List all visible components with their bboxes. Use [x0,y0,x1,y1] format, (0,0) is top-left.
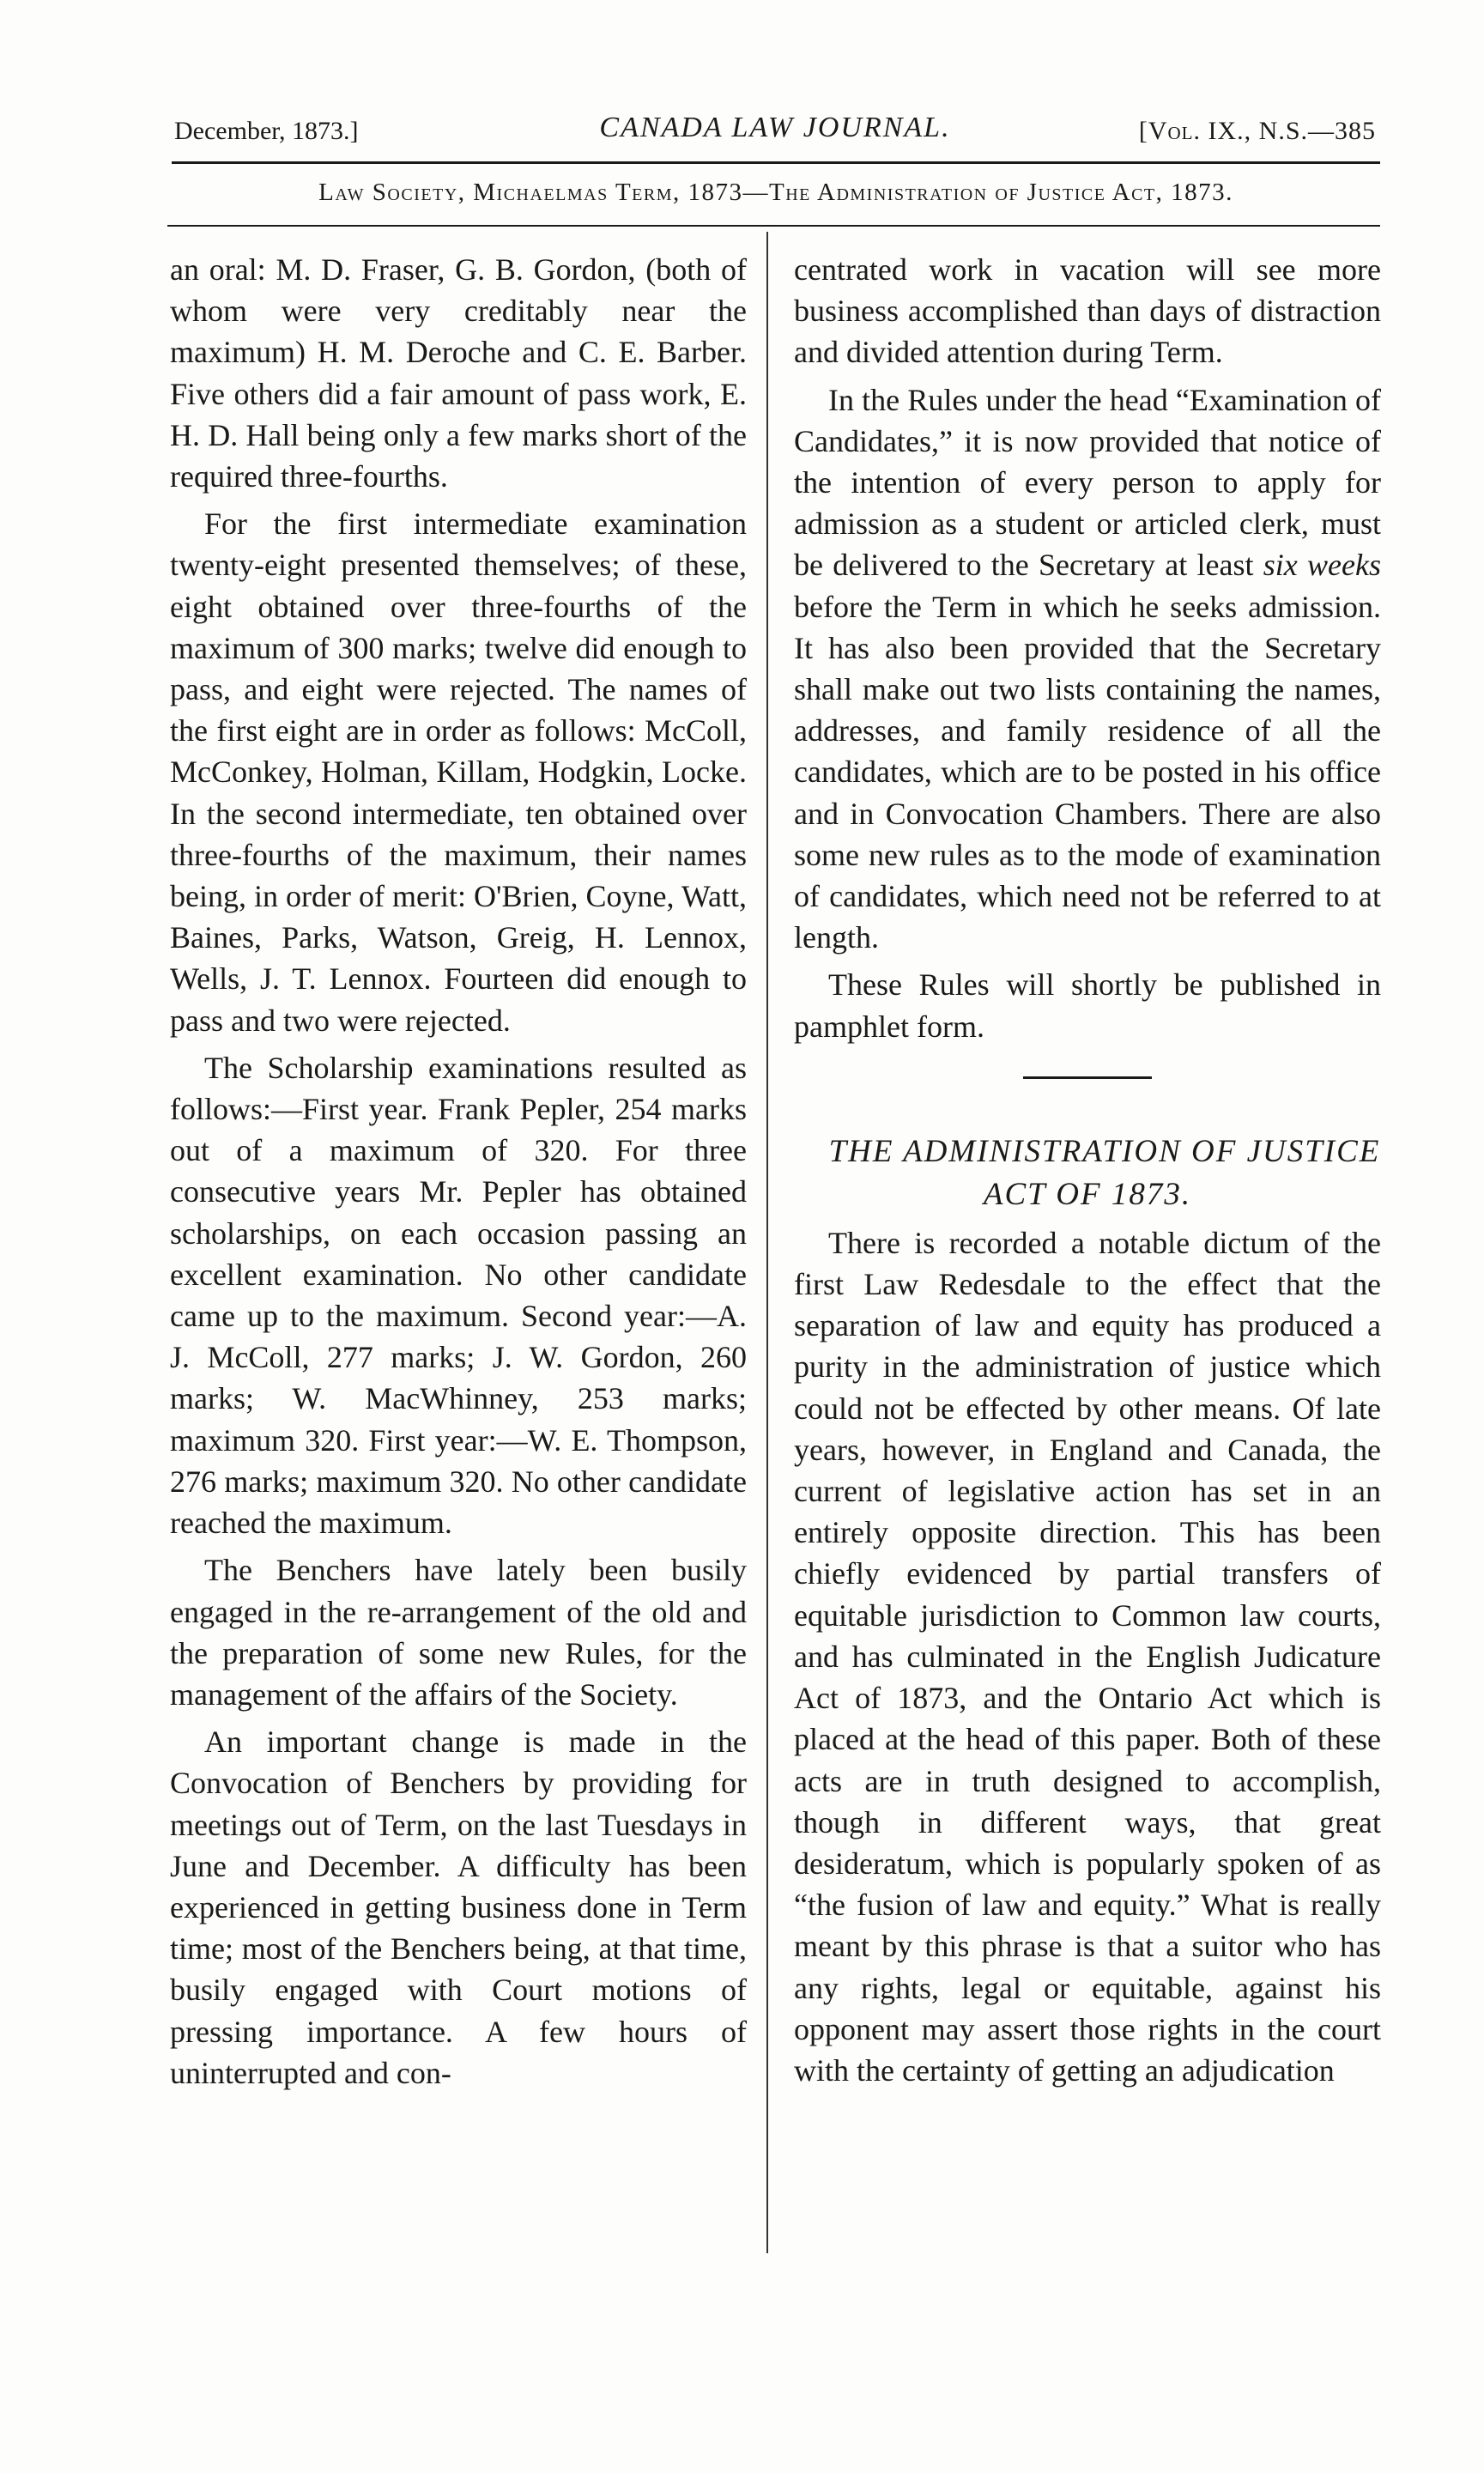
column-divider [766,232,768,2253]
paragraph: An important change is made in the Convocation of Benchers by providing for meetings out of Term, on the last Tuesdays in June and December. A difficulty has been experienced in getting business done in Term time; most of the Benchers being, at that time, busily engaged with Court motions of pressing importance. A few hours of uninterrupted and con- [170,1724,747,2090]
issue-date: December, 1873.] [174,117,359,145]
running-head [174,110,1376,151]
section-rule [167,225,1380,227]
paragraph [794,379,1381,959]
journal-title: CANADA LAW JOURNAL. [599,112,951,143]
article-separator-rule [1023,1076,1152,1079]
paragraph: an oral: M. D. Fraser, G. B. Gordon, (both of whom were very creditably near the maximum) H. M. Deroche and C. E. Barber. Five others did a fair amount of pass work, E. H. D. Hall being only a few marks short of the required three-fourths. [170,252,747,494]
article-title: THE ADMINISTRATION OF JUSTICE ACT OF 1873. [828,1133,1381,1212]
paragraph: centrated work in vacation will see more business accomplished than days of distraction and divided attention during Term. [794,252,1381,370]
paragraph-text: In the Rules under the head “Examination of Candidates,” it is now provided that notice of the intention of every person to apply for admission as a student or articled clerk, must be delivered to the Secretary at least [794,382,1381,583]
paragraph: The Benchers have lately been busily engaged in the re-arrangement of the old and the preparation of some new Rules, for the management of the affairs of the Society. [170,1553,747,1712]
volume-page-number: [Vol. IX., N.S.—385 [1138,117,1376,145]
paragraph: For the first intermediate examination twenty-eight presented themselves; of these, eight obtained over three-fourths of the maximum of 300 marks; twelve did enough to pass, and eight were rejected. The names of the first eight are in order as follows: McColl, McConkey, Holman, Killam, Hodgkin, Locke. In the second intermediate, ten obtained over three-fourths of the maximum, their names being, in order of merit: O'Brien, Coyne, Watt, Baines, Parks, Watson, Greig, H. Lennox, Wells, J. T. Lennox. Fourteen did enough to pass and two were rejected. [170,506,747,1038]
paragraph-text: before the Term in which he seeks admission. It has also been provided that the Secretary shall make out two lists containing the names, addresses, and family residence of all the candidates, which are to be posted in his office and in Convocation Chambers. There are also some new rules as to the mode of examination of candidates, which need not be referred to at length. [794,589,1381,955]
paragraph: There is recorded a notable dictum of the first Law Redesdale to the effect that the separation of law and equity has produced a purity in the administration of justice which could not be effected by other means. Of late years, however, in England and Canada, the current of legislative action has set in an entirely opposite direction. This has been chiefly evidenced by partial transfers of equitable jurisdiction to Common law courts, and has culminated in the English Judicature Act of 1873, and the Ontario Act which is placed at the head of this paper. Both of these acts are in truth designed to accomplish, though in different ways, that great desideratum, which is popularly spoken of as “the fusion of law and equity.” What is really meant by this phrase is that a suitor who has any rights, legal or equitable, against his opponent may assert those rights in the court with the certainty of getting an adjudication [794,1225,1381,2088]
section-heading: Law Society, Michaelmas Term, 1873—The Administration of Justice Act, 1873. [318,179,1233,206]
right-column [794,249,1381,2097]
paragraph: These Rules will shortly be published in pamphlet form. [794,967,1381,1044]
left-column [170,249,747,2100]
header-rule [172,161,1380,164]
emphasis-text: six weeks [1263,548,1381,583]
paragraph: The Scholarship examinations resulted as follows:—First year. Frank Pepler, 254 marks out of a maximum of 320. For three consecutive years Mr. Pepler has obtained scholarships, on each occasion passing an excellent examination. No other candidate came up to the maximum. Second year:—A. J. McColl, 277 marks; J. W. Gordon, 260 marks; W. MacWhinney, 253 marks; maximum 320. First year:—W. E. Thompson, 276 marks; maximum 320. No other candidate reached the maximum. [170,1050,747,1541]
